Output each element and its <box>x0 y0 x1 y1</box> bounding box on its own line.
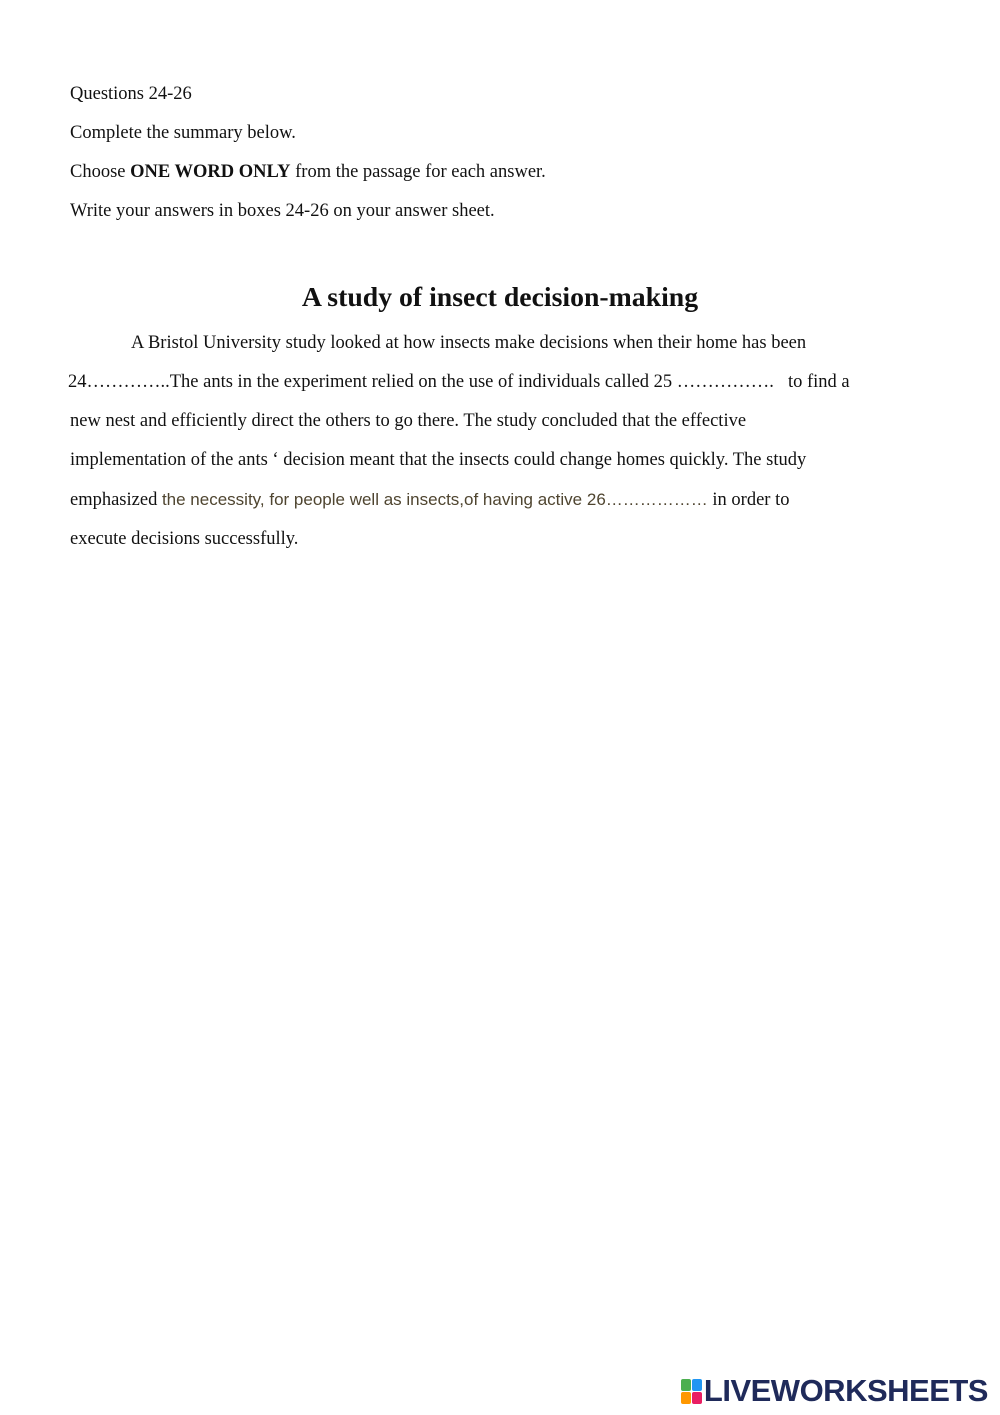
logo-mark-tile-3 <box>681 1392 691 1404</box>
instruction-complete-summary: Complete the summary below. <box>70 123 296 143</box>
summary-line-2 <box>68 369 850 395</box>
questions-heading: Questions 24-26 <box>70 84 192 104</box>
summary-line-2-middle: The ants in the experiment relied on the use of individuals called 25 ……………. <box>169 372 774 392</box>
summary-line-1: A Bristol University study looked at how insects make decisions when their home has been <box>131 333 807 353</box>
logo-mark-tile-4 <box>692 1392 702 1404</box>
logo-mark-tile-1 <box>681 1379 691 1391</box>
question-24-blank: ………….. <box>86 372 170 392</box>
instruction-word-limit-post: from the passage for each answer. <box>290 162 546 182</box>
summary-line-4: implementation of the ants ‘ decision meant that the insects could change homes quickly. The study <box>70 450 807 470</box>
logo-text: LIVEWORKSHEETS <box>703 1373 988 1408</box>
summary-line-3: new nest and efficiently direct the others to go there. The study concluded that the effective <box>70 411 747 431</box>
summary-line-5-pre: emphasized <box>70 490 162 510</box>
instruction-word-limit-pre: Choose <box>70 162 131 182</box>
summary-line-6: execute decisions successfully. <box>70 529 299 549</box>
question-26-highlight: the necessity, for people well as insects,of having active 26……………… <box>161 490 708 509</box>
logo-mark-tile-2 <box>692 1379 702 1391</box>
summary-title: A study of insect decision-making <box>301 282 699 313</box>
instructions <box>70 81 546 237</box>
liveworksheets-logo <box>681 1375 988 1407</box>
question-24-number: 24 <box>68 372 87 392</box>
liveworksheets-mark-icon <box>681 1379 701 1403</box>
instruction-word-limit <box>70 159 546 198</box>
summary-line-5 <box>70 487 789 513</box>
instruction-answer-boxes: Write your answers in boxes 24-26 on your answer sheet. <box>70 201 495 221</box>
summary-line-5-post: in order to <box>707 490 790 510</box>
word-limit-emphasis: ONE WORD ONLY <box>130 162 291 182</box>
summary-line-2-end: to find a <box>787 372 850 392</box>
